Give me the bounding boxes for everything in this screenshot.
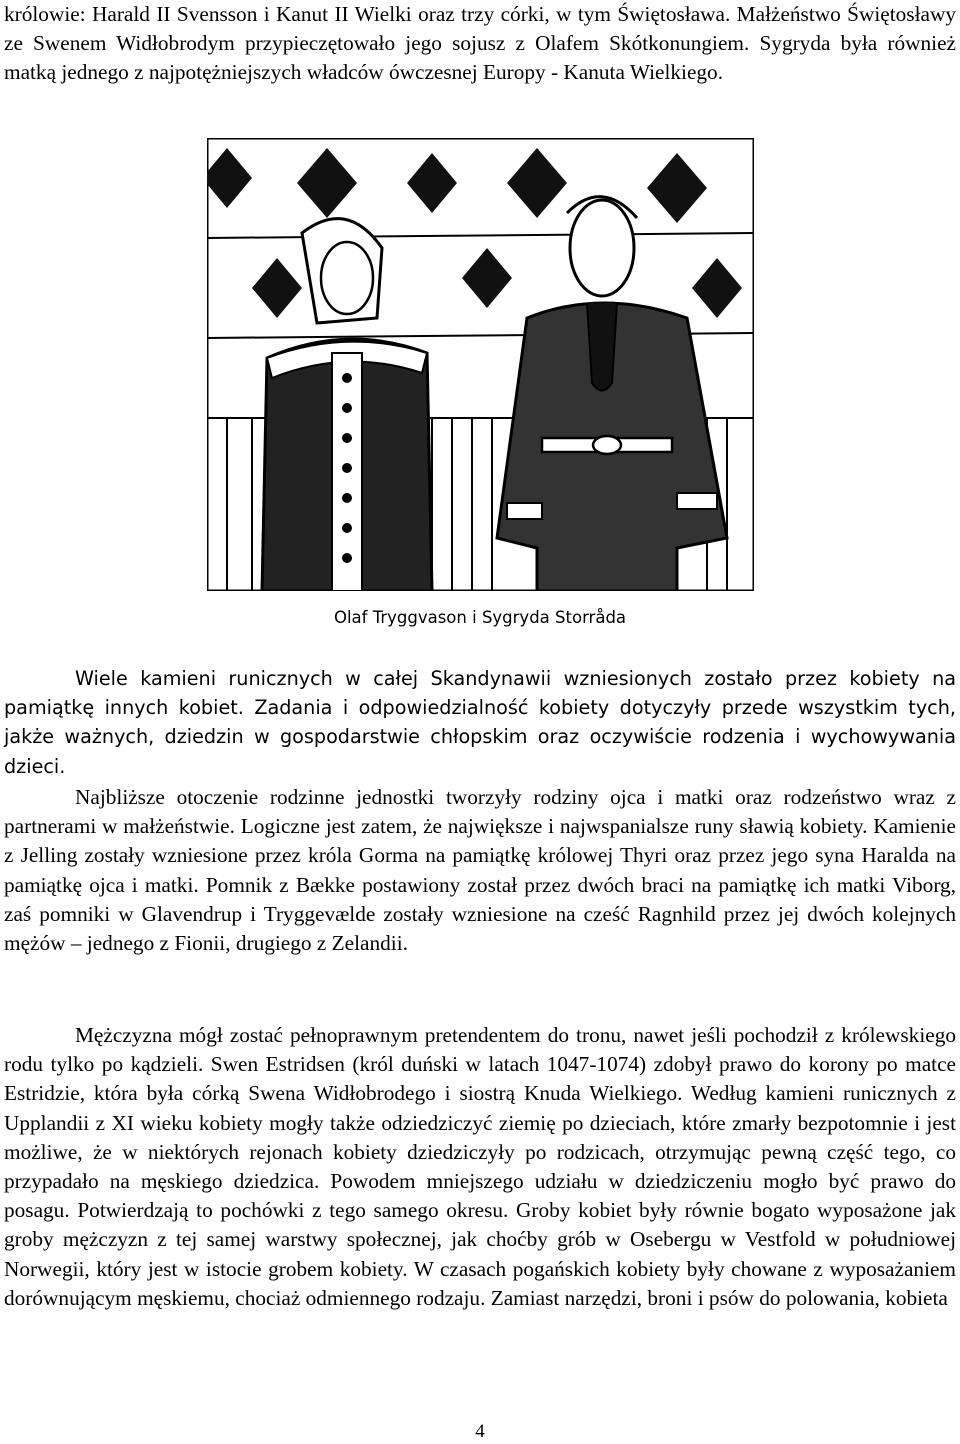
page-number: 4 — [475, 1421, 485, 1442]
paragraph-3: Mężczyzna mógł zostać pełnoprawnym pretendentem do tronu, nawet jeśli pochodził z królewskiego rodu tylko po kądzieli. Swen Estridsen (król duński w latach 1047-1074) zdobył prawo do korony po matce Estridzie, która była córką Swena Widłobrodego i siostrą Knuda Wielkiego. Według kamieni runicznych z Upplandii z XI wieku kobiety mogły także odziedziczyć ziemię po dzieciach, które zmarły bezpotomnie i jest możliwe, że w niektórych rejonach kobiety dziedziczyły po rodzicach, otrzymując pewną część tego, co przypadało na męskiego dziedzica. Powodem mniejszego udziału w dziedziczeniu mogło być prawo do posagu. Potwierdzają to pochówki z tego samego okresu. Groby kobiet były równie bogato wyposażone jak groby mężczyzn z tej samej warstwy społecznej, jak choćby grób w Osebergu w Vestfold w południowej Norwegii, który jest w istocie grobem kobiety. W czasach pogańskich kobiety były chowane z wyposażaniem dorównującym męskiemu, chociaż odmiennego rodzaju. Zamiast narzędzi, broni i psów do polowania, kobieta — [4, 1023, 956, 1310]
figure-caption: Olaf Tryggvason i Sygryda Storråda — [333, 608, 627, 627]
paragraph-1: Wiele kamieni runicznych w całej Skandynawii wzniesionych zostało przez kobiety na pamiątkę innych kobiet. Zadania i odpowiedzialność kobiety dotyczyły przede wszystkim tych, jakże ważnych, dziedzin w gospodarstwie chłopskim oraz oczywiście rodzenia i wychowywania dzieci. — [4, 667, 956, 778]
woodcut-illustration — [207, 138, 754, 591]
paragraph-top: królowie: Harald II Svensson i Kanut II Wielki oraz trzy córki, w tym Świętosława. Małżeństwo Świętosławy ze Swenem Widłobrodym przypieczętowało jego sojusz z Olafem Skótkonungiem. Sygryda była również matką jednego z najpotężniejszych władców ówczesnej Europy - Kanuta Wielkiego. — [4, 2, 956, 85]
paragraph-2: Najbliższe otoczenie rodzinne jednostki tworzyły rodziny ojca i matki oraz rodzeństwo wraz z partnerami w małżeństwie. Logiczne jest zatem, że największe i najwspanialsze runy sławią kobiety. Kamienie z Jelling zostały wzniesione przez króla Gorma na pamiątkę królowej Thyri oraz przez jego syna Haralda na pamiątkę ojca i matki. Pomnik z Bække postawiony został przez dwóch braci na pamiątkę ich matki Viborg, zaś pomniki w Glavendrup i Tryggevælde zostały wzniesione na cześć Ragnhild przez jej dwóch kolejnych mężów – jednego z Fionii, drugiego z Zelandii. — [4, 785, 956, 956]
